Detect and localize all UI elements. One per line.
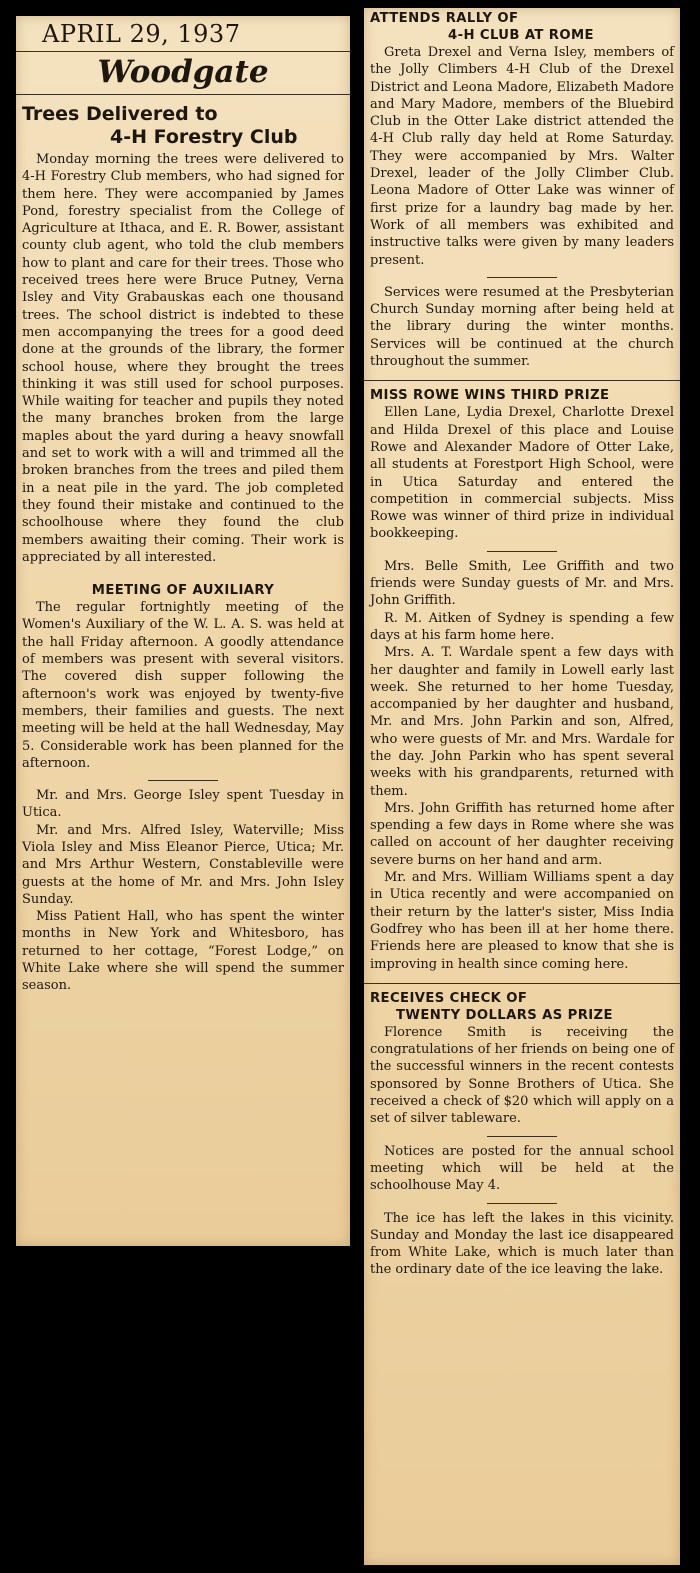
services-paragraph: Services were resumed at the Presbyterian Church Sunday morning after being held at the library during the winter months. Services will be continued at the church throughout the summer. bbox=[370, 284, 674, 370]
trees-article bbox=[22, 151, 344, 566]
auxiliary-article bbox=[22, 599, 344, 772]
rally-headline-line2: 4-H CLUB AT ROME bbox=[448, 28, 594, 43]
trees-paragraph: Monday morning the trees were delivered to 4-H Forestry Club members, who had signed for them here. They were accompanied by James Pond, forestry specialist from the College of Agriculture at Ithaca, and E. R. Bower, assistant county club agent, who told the club members how to plant and care for their trees. Those who received trees here were Bruce Putney, Verna Isley and Vity Grabauskas each one thousand trees. The school district is indebted to these men accompanying the trees for a good deed done at the grounds of the library, the former school house, where they brought the trees thinking it was still used for school purposes. While waiting for teacher and pupils they noted the many branches broken from the large maples about the yard during a heavy snowfall and set to work with a will and trimmed all the broken branches from the trees and piled them in a neat pile in the yard. The job completed they found their mistake and continued to the schoolhouse where they found the club members awaiting their coming. Their work is appreciated by all interested. bbox=[22, 152, 344, 565]
right-briefs bbox=[370, 558, 674, 973]
left-clipping bbox=[16, 16, 350, 1246]
notices-paragraph: Notices are posted for the annual school meeting which will be held at the schoolhouse May 4. bbox=[370, 1143, 674, 1194]
brief-item: Mr. and Mrs. William Williams spent a day in Utica recently and were accompanied on their return by the latter's sister, Miss India Godfrey who has been ill at her home there. Friends here are pleased to know that she is improving in health since coming here. bbox=[370, 870, 674, 972]
brief-item: Mrs. John Griffith has returned home after spending a few days in Rome where she was called on account of her daughter receiving severe burns on her hand and arm. bbox=[370, 800, 674, 868]
right-clipping bbox=[364, 8, 680, 1565]
brief-item: Mr. and Mrs. Alfred Isley, Waterville; Miss Viola Isley and Miss Eleanor Pierce, Utica; Mr. and Mrs Arthur Western, Constableville were guests at the home of Mr. and Mrs. John Isley Sunday. bbox=[22, 822, 344, 907]
divider-rule bbox=[487, 551, 557, 552]
section-separator bbox=[364, 983, 680, 984]
trees-headline bbox=[22, 103, 344, 149]
trees-headline-line2: 4-H Forestry Club bbox=[110, 126, 298, 148]
rowe-paragraph: Ellen Lane, Lydia Drexel, Charlotte Drexel and Hilda Drexel of this place and Louise Rowe and Alexander Madore of Otter Lake, all students at Forestport High School, were in Utica Saturday and entered the competition in commercial subjects. Miss Rowe was winner of third prize in individual bookkeeping. bbox=[370, 405, 674, 542]
rally-article bbox=[370, 44, 674, 269]
left-briefs bbox=[22, 787, 344, 995]
divider-rule bbox=[487, 1203, 557, 1204]
divider-rule bbox=[148, 780, 218, 781]
rally-headline-line1: ATTENDS RALLY OF bbox=[370, 11, 519, 26]
rally-headline bbox=[370, 10, 674, 44]
date-header: APRIL 29, 1937 bbox=[16, 16, 350, 52]
brief-item: Mr. and Mrs. George Isley spent Tuesday in Utica. bbox=[22, 788, 344, 821]
section-separator bbox=[364, 380, 680, 381]
brief-item: Mrs. Belle Smith, Lee Griffith and two friends were Sunday guests of Mr. and Mrs. John Griffith. bbox=[370, 558, 674, 609]
ice-paragraph: The ice has left the lakes in this vicinity. Sunday and Monday the last ice disappeared from White Lake, which is much later than the ordinary date of the ice leaving the lake. bbox=[370, 1210, 674, 1278]
auxiliary-paragraph: The regular fortnightly meeting of the Women's Auxiliary of the W. L. A. S. was held at the hall Friday afternoon. A goodly attendance of members was present with several visitors. The covered dish supper following the afternoon's work was enjoyed by twenty-five members, their families and guests. The next meeting will be held at the hall Wednesday, May 5. Considerable work has been planned for the afternoon. bbox=[22, 600, 344, 771]
check-headline-line2: TWENTY DOLLARS AS PRIZE bbox=[396, 1007, 613, 1023]
auxiliary-headline: MEETING OF AUXILIARY bbox=[91, 583, 275, 599]
ice-article bbox=[370, 1210, 674, 1279]
brief-item: R. M. Aitken of Sydney is spending a few days at his farm home here. bbox=[370, 610, 674, 643]
check-headline bbox=[370, 990, 674, 1024]
trees-headline-line1: Trees Delivered to bbox=[22, 103, 218, 125]
brief-item: Miss Patient Hall, who has spent the winter months in New York and Whitesboro, has returned to her cottage, “Forest Lodge,” on White Lake where she will spend the summer season. bbox=[22, 909, 344, 994]
brief-item: Mrs. A. T. Wardale spent a few days with her daughter and family in Lowell early last week. She returned to her home Tuesday, accompanied by her daughter and husband, Mr. and Mrs. John Parkin and son, Alfred, who were guests of Mr. and Mrs. Wardale for the day. John Parkin who has spent several weeks with his grandparents, returned with them. bbox=[370, 645, 674, 799]
check-paragraph: Florence Smith is receiving the congratulations of her friends on being one of the successful winners in the recent contests sponsored by Sonne Brothers of Utica. She received a check of $20 which will apply on a set of silver tableware. bbox=[370, 1024, 674, 1127]
town-heading: Woodgate bbox=[16, 52, 350, 95]
check-article bbox=[370, 1024, 674, 1128]
rally-paragraph: Greta Drexel and Verna Isley, members of the Jolly Climbers 4-H Club of the Drexel District and Leona Madore, Elizabeth Madore and Mary Madore, members of the Bluebird Club in the Otter Lake district attended the 4-H Club rally day held at Rome Saturday. They were accompanied by Mrs. Walter Drexel, leader of the Jolly Climber Club. Leona Madore of Otter Lake was winner of first prize for a laundry bag made by her. Work of all members was exhibited and instructive talks were given by many leaders present. bbox=[370, 45, 674, 268]
divider-rule bbox=[487, 1136, 557, 1137]
rowe-headline: MISS ROWE WINS THIRD PRIZE bbox=[370, 388, 610, 404]
notices-article bbox=[370, 1143, 674, 1195]
rowe-article bbox=[370, 404, 674, 542]
divider-rule bbox=[487, 277, 557, 278]
services-article bbox=[370, 284, 674, 370]
check-headline-line1: RECEIVES CHECK OF bbox=[370, 990, 528, 1006]
